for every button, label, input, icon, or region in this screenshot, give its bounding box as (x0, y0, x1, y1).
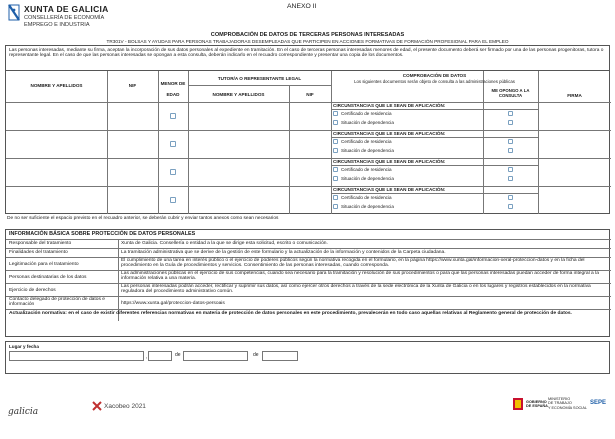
place-date-box (5, 341, 610, 374)
col-nif-header: NIF (128, 83, 137, 88)
xunta-logo (8, 4, 20, 22)
residence-label: Certificado de residencia (341, 111, 392, 116)
place-input[interactable] (9, 351, 144, 361)
third-parties-table (5, 71, 610, 214)
galicia-logo (8, 401, 38, 419)
residence-checkbox[interactable] (333, 111, 338, 116)
year-input[interactable] (262, 351, 298, 361)
col-tutor-name-header: NOMBRE Y APELLIDOS (212, 92, 265, 97)
col-name-header: NOMBRE Y APELLIDOS (30, 83, 83, 88)
page-subtitle: TR301V - BOLSAS Y AYUDAS PARA PERSONAS TRABAJADORAS DESEMPLEADAS QUE PARTICIPEN EN ACCIONES FORMATIVAS DE FORMACIÓN PROFESIONAL PARA EL EMPLEO (106, 39, 509, 44)
col-oppose-header: ME OPONGO A LA CONSULTA (491, 88, 530, 99)
row-responsible-label: Responsable del tratamiento (9, 241, 72, 246)
oppose-dependence-checkbox[interactable] (508, 176, 513, 181)
row-recipients-text: Las administraciones públicas en el ejercicio de sus competencias, cuando sea necesario para la tramitación y resolución de sus procedimientos o para que las personas interesadas puedan acceder de forma integral a la información relativa a una materia. (121, 271, 599, 282)
residence-label: Certificado de residencia (341, 139, 392, 144)
residence-label: Certificado de residencia (341, 167, 392, 172)
row-rights-text: Las personas interesadas podrán acceder, rectificar y suprimir sus datos, así como ejercer otros derechos a través de la sede electrónica de la Xunta de Galicia o en los lugares y registros establecidos en la normativa reguladora del procedimiento administrativo común. (121, 284, 591, 295)
residence-checkbox[interactable] (333, 167, 338, 172)
col-tutor-header: TUTOR/A O REPRESENTANTE LEGAL (217, 76, 302, 81)
circumstance-label: CIRCUNSTANCIAS QUE LE SEAN DE APLICACIÓN: (333, 187, 446, 192)
row-rights-label: Ejercicio de derechos (9, 288, 56, 293)
comma-separator: , (146, 354, 148, 360)
protection-title: INFORMACIÓN BÁSICA SOBRE PROTECCIÓN DE DATOS PERSONALES (9, 231, 196, 237)
dependence-label: Situación de dependencia (341, 120, 394, 125)
col-check-header: COMPROBACIÓN DE DATOS (402, 73, 467, 78)
oppose-residence-checkbox[interactable] (508, 167, 513, 172)
row-legitimation-label: Legitimación para el tratamiento (9, 262, 79, 267)
oppose-residence-checkbox[interactable] (508, 195, 513, 200)
place-date-label: Lugar y fecha (9, 344, 39, 349)
table-row (6, 186, 611, 214)
col-check-subheader: Los siguientes documentos serán objeto de consulta a las administraciones públicas (354, 79, 515, 84)
row-legitimation-text: El cumplimiento de una tarea en interés público o el ejercicio de poderes públicos según la normativa recogida en el formulario, en la página https://www.xunta.gal/informacion-xeral-proteccion-datos y en la ficha del procedimiento en la Guía de procedimientos y servicios. Consentimiento de las personas interesadas, cuando corresponda. (121, 258, 585, 269)
gobierno-logo (512, 397, 548, 411)
oppose-dependence-checkbox[interactable] (508, 148, 513, 153)
dependence-checkbox[interactable] (333, 176, 338, 181)
minor-checkbox[interactable] (170, 113, 176, 119)
minor-checkbox[interactable] (170, 141, 176, 147)
col-minor-header-2: EDAD (166, 92, 180, 97)
table-row (6, 158, 611, 186)
day-input[interactable] (148, 351, 172, 361)
col-sign-header: FIRMA (567, 93, 582, 98)
intro-text: Las personas interesadas, mediante su firma, aceptan la incorporación de sus datos personales al expediente en tramitación. En el caso de terceras personas interesadas menores de edad, el presente documento deberá ser firmado por una de las personas progenitoras, tutora o representante legal. En el caso de que las personas interesadas se opongan a esta consulta, deberán indicarlo en el recuadro correspondiente y presentar una copia de los documentos. (9, 47, 604, 59)
ministerio-line3: Y ECONOMÍA SOCIAL (548, 405, 587, 410)
dependence-checkbox[interactable] (333, 204, 338, 209)
date-de-2: de (253, 352, 259, 358)
xacobeo-icon (92, 401, 102, 411)
col-minor-header-1: MENOR DE (160, 81, 186, 86)
minor-checkbox[interactable] (170, 197, 176, 203)
table-row (6, 102, 611, 130)
page-title: COMPROBACIÓN DE DATOS DE TERCERAS PERSONAS INTERESADAS (210, 32, 405, 38)
gobierno-line2: DE ESPAÑA (526, 404, 548, 408)
ministerio-line2: DE TRABAJO (548, 401, 572, 406)
galicia-wordmark: galicia (8, 407, 39, 417)
table-row (6, 130, 611, 158)
residence-label: Certificado de residencia (341, 195, 392, 200)
month-input[interactable] (183, 351, 248, 361)
minor-checkbox[interactable] (170, 169, 176, 175)
dependence-label: Situación de dependencia (341, 204, 394, 209)
circumstance-label: CIRCUNSTANCIAS QUE LE SEAN DE APLICACIÓN: (333, 103, 446, 108)
col-tutor-nif-header: NIF (306, 92, 314, 97)
row-contact-link[interactable]: https://www.xunta.gal/proteccion-datos-persoais (121, 301, 225, 306)
row-purposes-text: La tramitación administrativa que se derive de la gestión de este formulario y la actualización de la información y contenidos de la Carpeta ciudadana. (121, 250, 446, 255)
circumstance-label: CIRCUNSTANCIAS QUE LE SEAN DE APLICACIÓN: (333, 131, 446, 136)
dependence-label: Situación de dependencia (341, 148, 394, 153)
sepe-logo: SEPE (590, 400, 607, 406)
oppose-residence-checkbox[interactable] (508, 139, 513, 144)
row-responsible-text: Xunta de Galicia. Consellería o entidad a la que se dirige esta solicitud, escrito o comunicación. (121, 241, 328, 246)
dept-line2: EMPREGO E INDUSTRIA (24, 22, 90, 28)
normative-update: Actualización normativa: en el caso de existir diferentes referencias normativas en materia de protección de datos personales en este procedimiento, prevalecerán en todo caso aquellas relativas al Reglamento general de protección de datos. (9, 311, 572, 316)
residence-checkbox[interactable] (333, 195, 338, 200)
annex-label: ANEXO II (287, 3, 317, 10)
circumstance-label: CIRCUNSTANCIAS QUE LE SEAN DE APLICACIÓN: (333, 159, 446, 164)
ministerio-logo (548, 397, 587, 410)
ministerio-line1: MINISTERIO (548, 397, 571, 401)
row-recipients-label: Personas destinatarias de los datos (9, 275, 87, 280)
gobierno-line1: GOBIERNO (526, 399, 547, 404)
dependence-checkbox[interactable] (333, 120, 338, 125)
footnote: De no ser suficiente el espacio previsto en el recuadro anterior, se deberán cubrir y enviar tantos anexos como sean necesarios (7, 216, 279, 221)
dept-line1: CONSELLERÍA DE ECONOMÍA (24, 15, 105, 21)
oppose-dependence-checkbox[interactable] (508, 204, 513, 209)
residence-checkbox[interactable] (333, 139, 338, 144)
date-de-1: de (175, 352, 181, 358)
dependence-checkbox[interactable] (333, 148, 338, 153)
dependence-label: Situación de dependencia (341, 176, 394, 181)
spain-coat-of-arms-icon (512, 397, 524, 411)
org-name: XUNTA DE GALICIA (24, 4, 109, 14)
oppose-residence-checkbox[interactable] (508, 111, 513, 116)
row-contact-label: Contacto delegado de protección de datos e información (9, 297, 105, 308)
intro-box (5, 45, 610, 71)
oppose-dependence-checkbox[interactable] (508, 120, 513, 125)
row-purposes-label: Finalidades del tratamiento (9, 250, 68, 255)
data-protection-box (5, 229, 610, 337)
xacobeo-logo (92, 401, 146, 411)
xacobeo-wordmark: Xacobeo 2021 (104, 402, 146, 410)
